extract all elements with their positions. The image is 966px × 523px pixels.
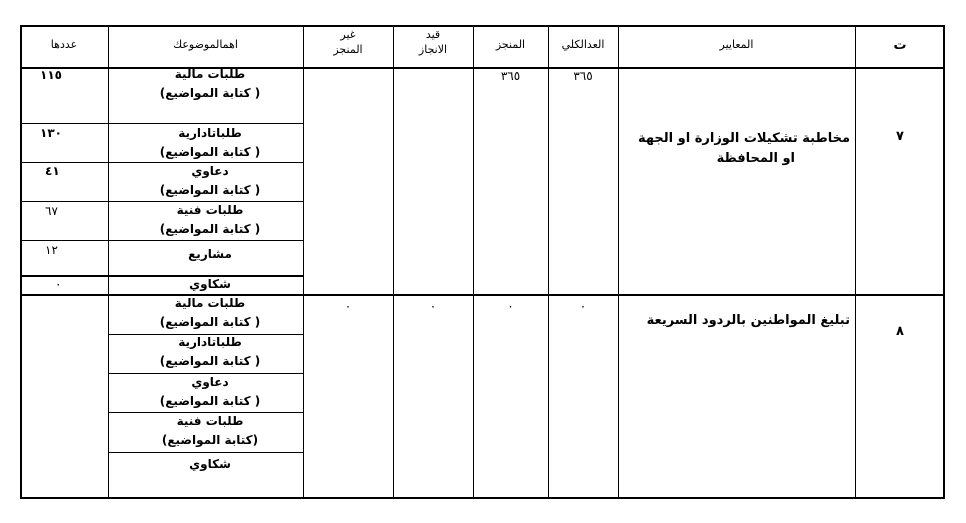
row8-total: ٠ <box>579 299 587 313</box>
row8-sub-1-line2: (كتابة المواضيع ) <box>159 315 261 329</box>
row8-number: ٨ <box>896 324 904 339</box>
row7-sub-2-count: ١٣٠ <box>40 126 62 140</box>
row7-total: ٣٦٥ <box>573 69 593 83</box>
header-t: ت <box>893 38 907 53</box>
row7-sub-3-line2: (كتابة المواضيع ) <box>159 183 261 197</box>
header-not-done-2: المنجز <box>333 43 363 56</box>
row8-sub-1-line1: طلبات مالية <box>174 296 246 310</box>
header-topics: اهمالموضوعك <box>173 38 238 51</box>
row8-sub-5-line1: شكاوي <box>189 457 231 471</box>
row7-sub-6-line1: شكاوي <box>189 277 231 291</box>
row8-in-progress: ٠ <box>429 299 437 313</box>
header-count: عددها <box>50 38 78 51</box>
row7-sub-3-count: ٤١ <box>45 164 60 178</box>
header-done: المنجز <box>495 38 526 51</box>
row8-sub-2-line1: طلباتادارية <box>178 335 242 349</box>
row7-sub-1-line2: (كتابة المواضيع ) <box>159 86 261 100</box>
row8-criteria: تبليغ المواطنين بالردود السريعة <box>646 313 850 328</box>
row7-number: ٧ <box>896 129 904 144</box>
header-total: العدالكلي <box>561 38 605 51</box>
row7-sub-5-count: ١٢ <box>45 243 58 257</box>
row7-sub-3-line1: دعاوي <box>191 164 229 178</box>
row8-not-done: ٠ <box>344 299 352 313</box>
row8-sub-4-line2: (كتابة المواضيع) <box>161 433 259 447</box>
row8-sub-3-line1: دعاوي <box>191 375 229 389</box>
row7-criteria-line2: او المحافظة <box>716 151 795 166</box>
header-in-progress-2: الانجاز <box>418 43 448 56</box>
row8-sub-2-line2: (كتابة المواضيع ) <box>159 354 261 368</box>
row7-sub-6-count: ٠ <box>55 277 62 291</box>
row7-sub-4-line2: (كتابة المواضيع ) <box>159 222 261 236</box>
row7-sub-5-line1: مشاريع <box>188 247 232 261</box>
row8-done: ٠ <box>507 299 514 313</box>
header-criteria: المعايير <box>719 38 754 51</box>
row7-sub-2-line2: (كتابة المواضيع ) <box>159 145 261 159</box>
row7-sub-4-line1: طلبات فنية <box>176 203 244 217</box>
header-in-progress-1: قيد <box>425 28 441 41</box>
row7-done: ٣٦٥ <box>500 69 521 83</box>
row8-sub-3-line2: (كتابة المواضيع ) <box>159 394 261 408</box>
header-not-done-1: غير <box>340 28 356 41</box>
row7-sub-5-count-alt: ٦٧ <box>45 204 58 218</box>
row7-sub-2-line1: طلباتادارية <box>178 126 242 140</box>
row7-criteria-line1: مخاطبة تشكيلات الوزارة او الجهة <box>637 131 850 146</box>
row7-sub-1-count: ١١٥ <box>40 68 62 82</box>
row7-sub-1-line1: طلبات مالية <box>174 67 246 81</box>
row8-sub-4-line1: طلبات فنية <box>176 414 244 428</box>
